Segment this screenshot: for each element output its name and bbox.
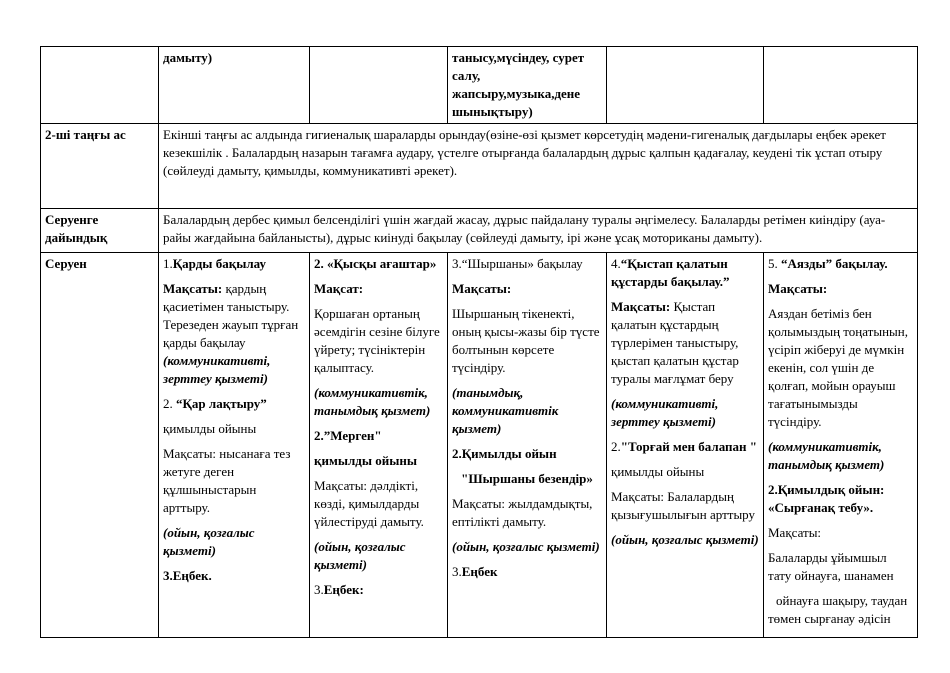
game-name: “Қар лақтыру” xyxy=(176,396,267,411)
observation-title xyxy=(163,255,305,273)
walk-col-3 xyxy=(448,253,607,638)
cell-empty xyxy=(41,47,159,124)
work-title xyxy=(452,563,602,581)
game-title xyxy=(163,395,305,413)
work-label: Еңбек: xyxy=(323,582,364,597)
game-goal: Мақсаты: нысанаға тез жетуге деген құлшыныстарын арттыру. xyxy=(163,446,291,515)
activity-type: (танымдық, коммуникативтік қызмет) xyxy=(452,385,559,436)
game-title xyxy=(611,438,759,456)
observation-title xyxy=(768,255,913,273)
game-activity: (ойын, қозғалыс қызметі) xyxy=(314,539,406,572)
game-number: 2. xyxy=(611,439,621,454)
game-name: 2.”Мерген" xyxy=(314,428,382,443)
game-goal-line-2: ойнауға шақыру, таудан төмен сырғанау әдісін xyxy=(768,593,908,626)
cell-top-col3 xyxy=(448,47,607,124)
table-row-breakfast xyxy=(41,124,918,209)
game-goal: Мақсаты: дәлдікті, көзді, қимылдарды үйлестіруді дамыту. xyxy=(314,478,424,529)
walk-prep-text: Балалардың дербес қимыл белсенділігі үшін жағдай жасау, дұрыс пайдалану туралы әңгімелесу. Балаларды ретімен киіндіру (ауа-райы жағдайына байланысты), дұрыс киінуді бақылау (сөйлеуді дамыту, ірі және ұсақ моториканы дамыту). xyxy=(159,209,918,253)
goal-text: Аяздан бетіміз бен қолымыздың тоңатынын, үсіріп жіберуі де мүмкін екенін, сол үшін де қолғап, мойын орауыш тағатынымызды түсіндіру. xyxy=(768,306,908,429)
cell-empty xyxy=(310,47,448,124)
work-number: 3. xyxy=(452,564,462,579)
activity-type: (коммуникативтік, танымдық қызмет) xyxy=(314,385,431,418)
title-text: “Қыстап қалатын құстарды бақылау.” xyxy=(611,256,730,289)
walk-col-2 xyxy=(310,253,448,638)
game-type: 2.Қимылды ойын xyxy=(452,446,557,461)
cell-top-col1 xyxy=(159,47,310,124)
goal-text: Шыршаның тікенекті, оның қысы-жазы бір түсте болтынын көрсете түсіндіру. xyxy=(452,306,600,375)
table-row-continuation xyxy=(41,47,918,124)
cell-empty xyxy=(764,47,918,124)
game-name: "Шыршаны безендір» xyxy=(461,471,593,486)
work-title: 3.Еңбек. xyxy=(163,568,212,583)
goal-label: Мақсаты: xyxy=(163,281,223,296)
table-row-walk-prep xyxy=(41,209,918,253)
title-text: “Аязды” бақылау. xyxy=(781,256,888,271)
goal-paragraph xyxy=(611,298,759,388)
game-activity: (ойын, қозғалыс қызметі) xyxy=(163,525,255,558)
activity-type: (коммуникативті, зерттеу қызметі) xyxy=(163,353,271,386)
observation-title xyxy=(452,255,602,273)
walk-col-5 xyxy=(764,253,918,638)
row-label-breakfast: 2-ші таңғы ас xyxy=(41,124,159,209)
document-page xyxy=(40,46,917,638)
game-name: 2.Қимылдық ойын: «Сырғанақ тебу». xyxy=(768,482,885,515)
goal-label: Мақсаты: xyxy=(452,281,512,296)
activity-type: (коммуникативтік, танымдық қызмет) xyxy=(768,439,885,472)
row-label-walk-prep: Серуенге дайындық xyxy=(41,209,159,253)
goal-label: Мақсаты: xyxy=(611,299,671,314)
work-number: 3. xyxy=(314,582,324,597)
observation-title xyxy=(611,255,759,291)
goal-text: Қоршаған ортаның әсемдігін сезіне білуге үйрету; түсініктерін қалыптасу. xyxy=(314,306,440,375)
title-text: “Шыршаны» бақылау xyxy=(461,256,583,271)
title-number: 4. xyxy=(611,256,621,271)
observation-title: 2. «Қысқы ағаштар» xyxy=(314,256,437,271)
title-number: 3. xyxy=(452,256,462,271)
game-type: қимылды ойыны xyxy=(314,453,418,468)
top-col3-text: танысу,мүсіндеу, сурет салу, жапсыру,музыка,дене шынықтыру) xyxy=(452,50,585,119)
walk-col-1 xyxy=(159,253,310,638)
goal-label: Мақсаты: xyxy=(768,281,828,296)
game-goal: Мақсаты: Балалардың қызығушылығын арттыру xyxy=(611,489,756,522)
game-activity: (ойын, қозғалыс қызметі) xyxy=(611,532,759,547)
work-title xyxy=(314,581,443,599)
goal-text: қардың қасиетімен таныстыру. Терезеден жауып тұрған қарды бақылау xyxy=(163,281,299,350)
title-number: 1. xyxy=(163,256,173,271)
top-col1-text: дамыту) xyxy=(163,50,213,65)
cell-empty xyxy=(607,47,764,124)
game-number: 2. xyxy=(163,396,176,411)
work-label: Еңбек xyxy=(461,564,498,579)
game-goal: Мақсаты: жылдамдықты, ептілікті дамыту. xyxy=(452,496,593,529)
game-goal-label: Мақсаты: xyxy=(768,525,822,540)
title-number: 5. xyxy=(768,256,781,271)
game-type: қимылды ойыны xyxy=(611,464,705,479)
game-activity: (ойын, қозғалыс қызметі) xyxy=(452,539,600,554)
game-name: "Торғай мен балапан " xyxy=(620,439,757,454)
game-type: қимылды ойыны xyxy=(163,421,257,436)
daily-plan-table xyxy=(40,46,918,638)
title-text: Қарды бақылау xyxy=(172,256,266,271)
row-label-walk: Серуен xyxy=(41,253,159,638)
activity-type: (коммуникативті, зерттеу қызметі) xyxy=(611,396,719,429)
game-goal-line-1: Балаларды ұйымшыл тату ойнауға, шанамен xyxy=(768,550,894,583)
goal-label: Мақсат: xyxy=(314,281,364,296)
walk-col-4 xyxy=(607,253,764,638)
goal-text: Қыстап қалатын құстардың түрлерімен таныстыру, қыстап қалатын құстар туралы мағлұмат беру xyxy=(611,299,739,386)
breakfast-text: Екінші таңғы ас алдында гигиеналық шараларды орындау(өзіне-өзі қызмет көрсетудің мәдени-гигеналық дағдылары еңбек әрекет кезекшілік . Балалардың назарын тағамға аудару, үстелге отырғанда балалардың дұрыс қалпын қадағалау, кеудені тік ұстап отыру (сөйлеуді дамыту, қимылды, коммуникативті әрекет). xyxy=(159,124,918,209)
goal-paragraph xyxy=(163,280,305,388)
table-row-walk xyxy=(41,253,918,638)
